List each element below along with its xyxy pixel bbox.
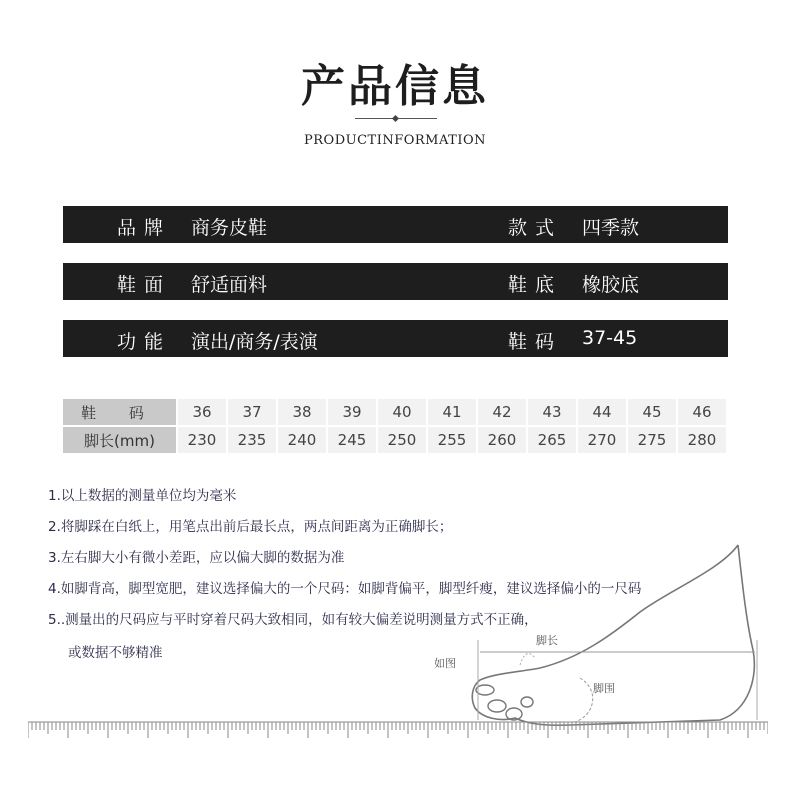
info-key-sole: 鞋底 [508, 274, 563, 296]
note-item: 或数据不够精准 [68, 645, 163, 661]
info-bar-2 [63, 263, 728, 300]
info-key-function: 功能 [117, 331, 172, 353]
size-cell: 42 [477, 399, 527, 426]
length-cell: 245 [327, 426, 377, 454]
note-item: 5..测量出的尺码应与平时穿着尺码大致相同，如有较大偏差说明测量方式不正确， [48, 612, 538, 628]
info-key-upper: 鞋面 [117, 274, 172, 296]
info-bar-1 [63, 206, 728, 243]
diagram-label-length: 脚长 [536, 634, 558, 647]
length-cell: 240 [277, 426, 327, 454]
size-cell: 44 [577, 399, 627, 426]
diagram-label-ref: 如图 [434, 657, 456, 670]
info-value-brand: 商务皮鞋 [191, 217, 268, 239]
size-cell: 36 [177, 399, 227, 426]
note-item: 4.如脚背高，脚型宽肥，建议选择偏大的一个尺码：如脚背偏平，脚型纤瘦，建议选择偏小的一尺码 [48, 581, 642, 597]
length-cell: 230 [177, 426, 227, 454]
size-cell: 37 [227, 399, 277, 426]
diagram-label-girth: 脚围 [593, 682, 615, 695]
info-value-size: 37-45 [582, 327, 638, 349]
note-item: 3.左右脚大小有微小差距，应以偏大脚的数据为准 [48, 550, 345, 566]
note-item: 1.以上数据的测量单位均为毫米 [48, 488, 237, 504]
title-divider-right [397, 118, 437, 119]
foot-measurement-diagram [420, 540, 770, 730]
info-bar-3 [63, 320, 728, 357]
foot-outline [472, 545, 754, 725]
page-title: 产品信息 [301, 61, 489, 112]
size-cell: 40 [377, 399, 427, 426]
size-row [63, 399, 727, 426]
size-chart-table [63, 399, 728, 455]
length-cell: 280 [677, 426, 727, 454]
title-divider-left [355, 118, 395, 119]
page-subtitle: PRODUCTINFORMATION [304, 133, 486, 148]
info-key-brand: 品牌 [117, 217, 172, 239]
girth-curve [575, 678, 593, 722]
info-value-upper: 舒适面料 [191, 274, 268, 296]
size-cell: 45 [627, 399, 677, 426]
length-cell: 255 [427, 426, 477, 454]
ruler-graphic [28, 720, 768, 740]
size-cell: 38 [277, 399, 327, 426]
size-cell: 41 [427, 399, 477, 426]
size-cell: 39 [327, 399, 377, 426]
info-value-style: 四季款 [582, 217, 640, 239]
length-cell: 260 [477, 426, 527, 454]
length-cell: 270 [577, 426, 627, 454]
info-key-size: 鞋码 [508, 331, 563, 353]
info-key-style: 款式 [508, 217, 563, 239]
length-cell: 250 [377, 426, 427, 454]
note-item: 2.将脚踩在白纸上，用笔点出前后最长点，两点间距离为正确脚长； [48, 519, 453, 535]
length-row-label: 脚长(mm) [63, 426, 177, 454]
length-cell: 265 [527, 426, 577, 454]
length-row [63, 426, 727, 454]
size-cell: 43 [527, 399, 577, 426]
length-cell: 275 [627, 426, 677, 454]
length-cell: 235 [227, 426, 277, 454]
info-value-function: 演出/商务/表演 [191, 331, 318, 353]
info-value-sole: 橡胶底 [582, 274, 640, 296]
size-cell: 46 [677, 399, 727, 426]
size-row-label: 鞋 码 [63, 399, 177, 426]
